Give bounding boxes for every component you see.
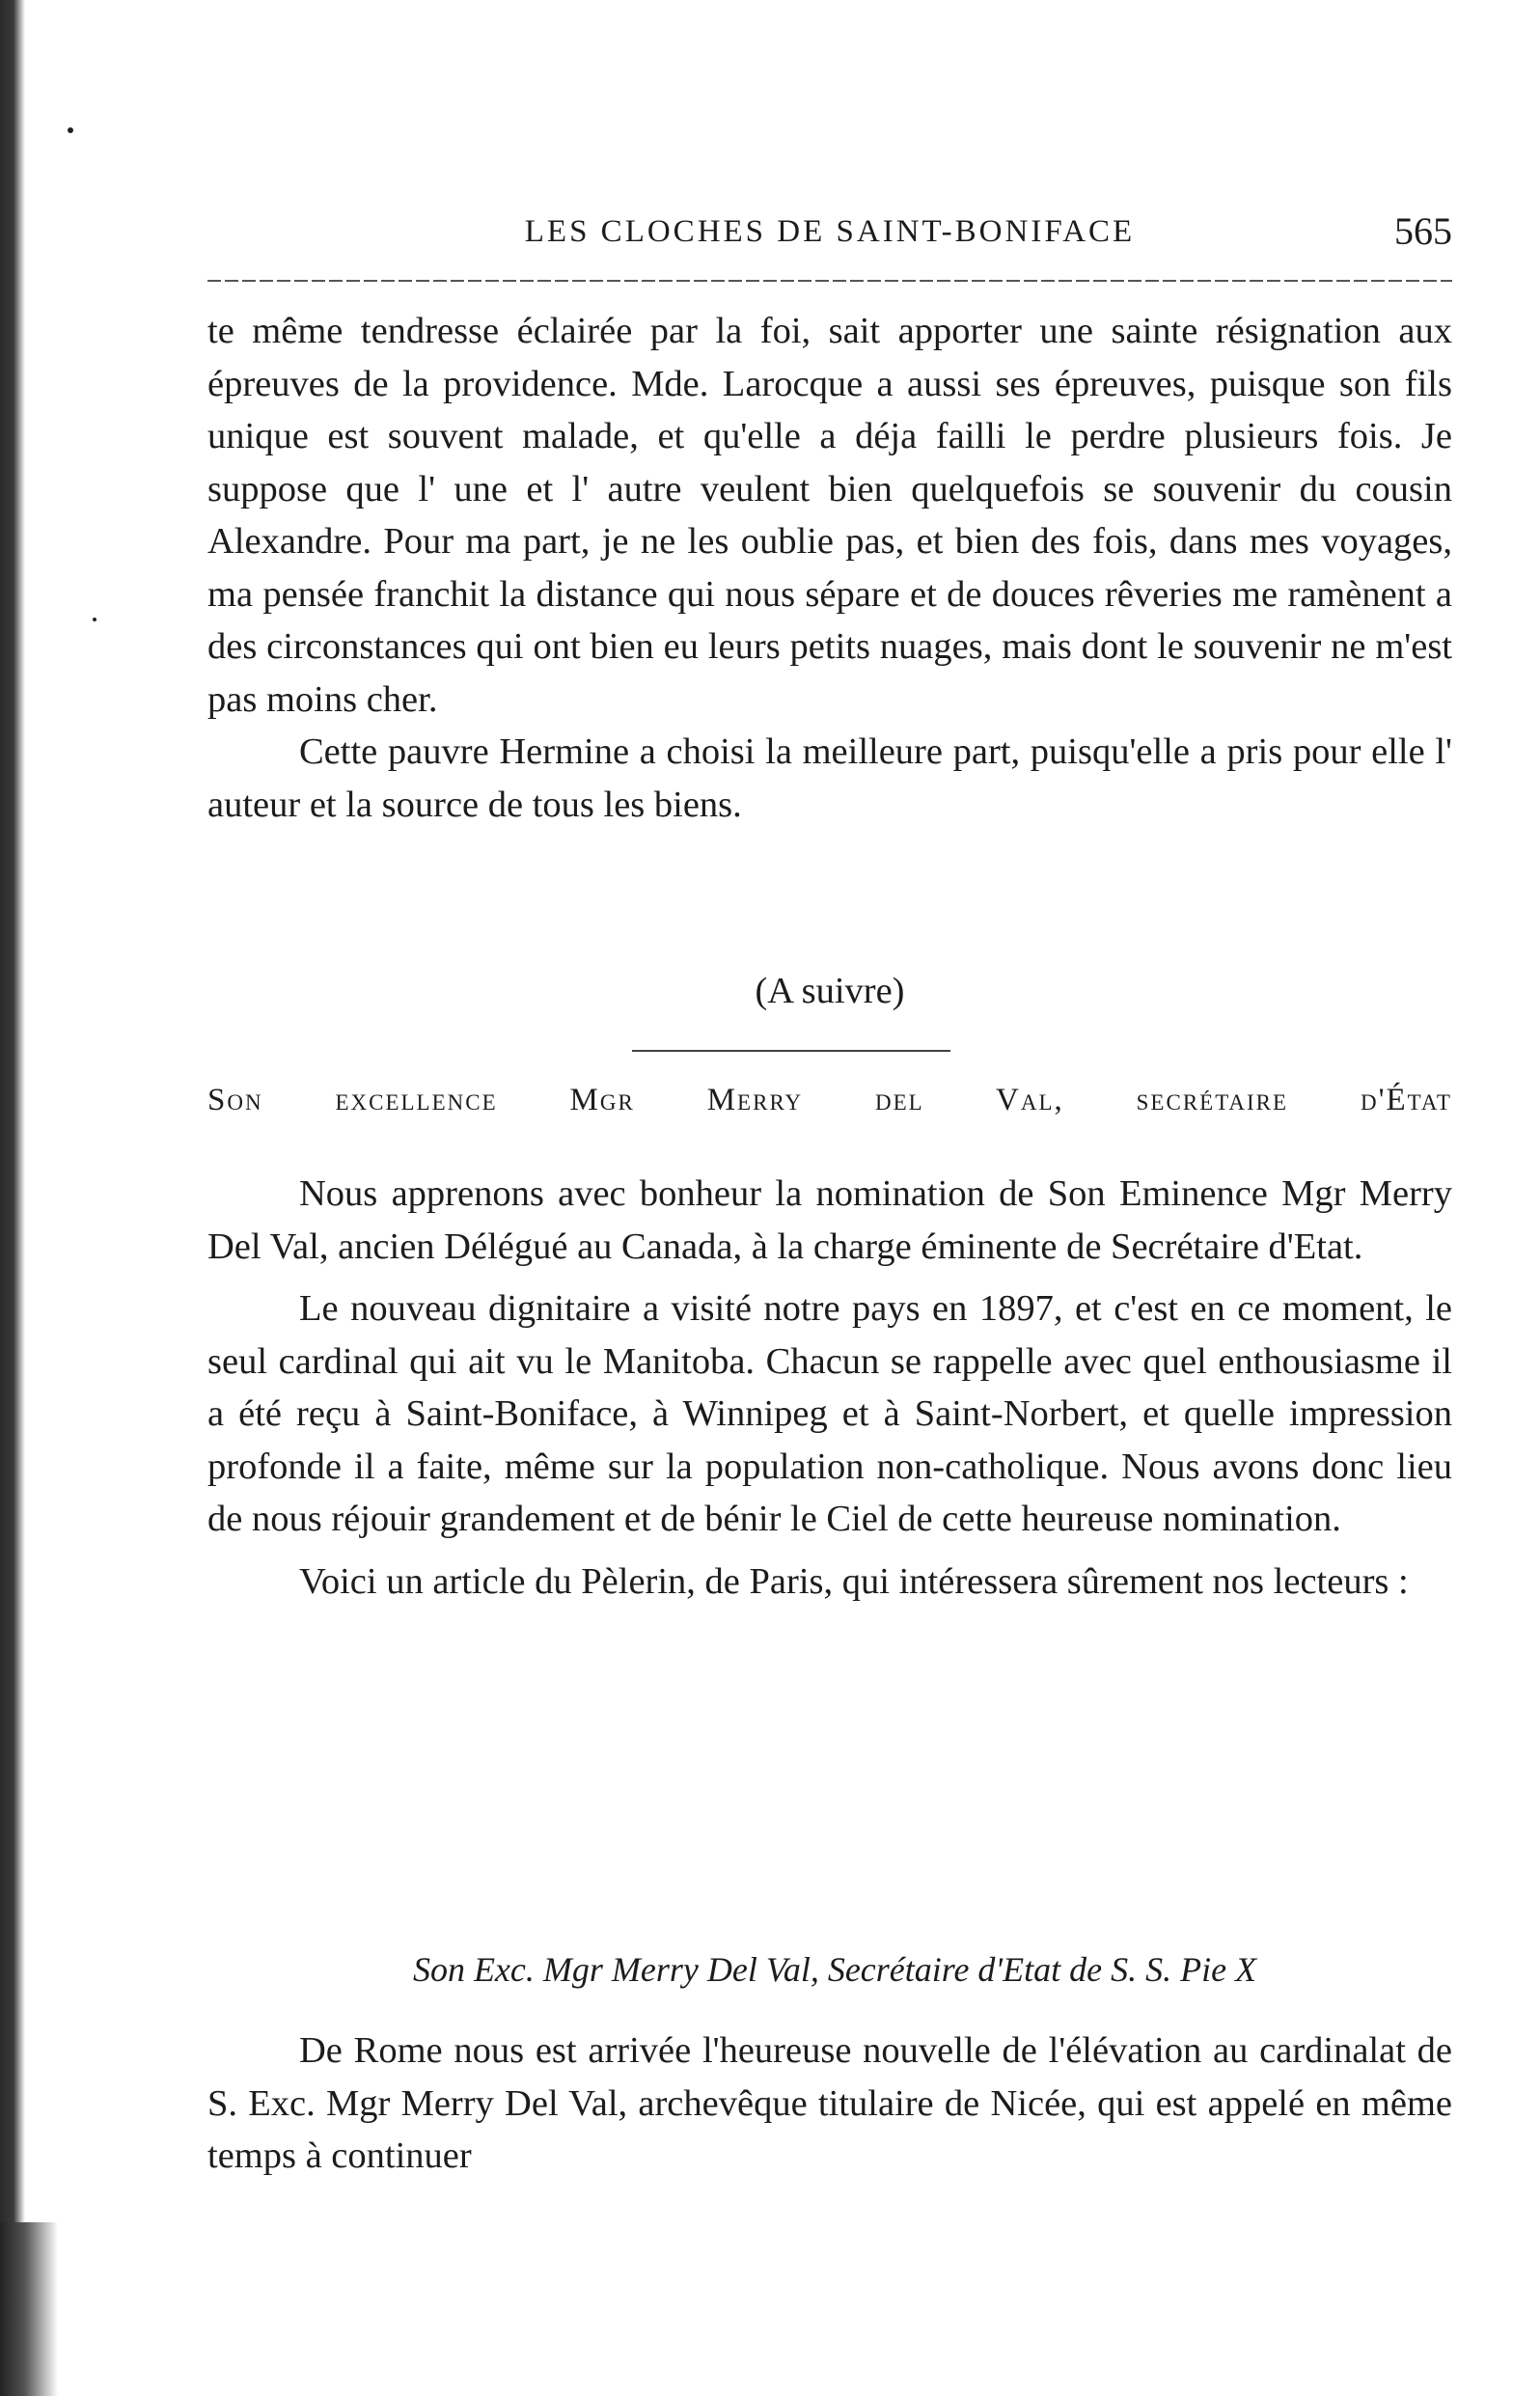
section-divider — [632, 1050, 950, 1052]
article-subheading: Son Exc. Mgr Merry Del Val, Secrétaire d'Etat de S. S. Pie X — [412, 1950, 1257, 1989]
paragraph: Cette pauvre Hermine a choisi la meilleure part, puisqu'elle a pris pour elle l' auteur et la source de tous les biens. — [207, 731, 1452, 825]
running-head — [207, 209, 1452, 262]
header-rule — [207, 280, 1452, 282]
paragraph: Le nouveau dignitaire a visité notre pays en 1897, et c'est en ce moment, le seul cardinal qui ait vu le Manitoba. Chacun se rappelle avec quel enthousiasme il a été reçu à Saint-Boniface, à Winnipeg et à Saint-Norbert, et quelle impression profonde il a faite, même sur la population non-catholique. Nous avons donc lieu de nous réjouir grandement et de bénir le Ciel de cette heureuse nomination. — [207, 1288, 1452, 1539]
running-title: LES CLOCHES DE SAINT-BONIFACE — [524, 214, 1136, 249]
to-be-continued: (A suivre) — [755, 971, 905, 1011]
article-heading: Son excellence Mgr Merry del Val, secrétaire d'État — [207, 1083, 1452, 1117]
paragraph: Voici un article du Pèlerin, de Paris, qui intéressera sûrement nos lecteurs : — [299, 1560, 1409, 1602]
scan-speck — [93, 618, 96, 621]
paragraph: Nous apprenons avec bonheur la nomination de Son Eminence Mgr Merry Del Val, ancien Délégué au Canada, à la charge éminente de Secrétaire d'Etat. — [207, 1173, 1452, 1267]
page-binding-edge — [0, 0, 25, 2396]
article-body — [207, 1168, 1452, 1608]
page-corner-shadow — [0, 2222, 58, 2396]
scan-speck — [68, 127, 73, 133]
paragraph: te même tendresse éclairée par la foi, sait apporter une sainte résignation aux épreuves de la providence. Mde. Larocque a aussi ses épreuves, puisque son fils unique est souvent malade, et qu'elle a déja failli le perdre plusieurs fois. Je suppose que l' une et l' autre veulent bien quelquefois se souvenir du cousin Alexandre. Pour ma part, je ne les oublie pas, et bien des fois, dans mes voyages, ma pensée franchit la distance qui nous sépare et de douces rêveries me ramènent a des circonstances qui ont bien eu leurs petits nuages, mais dont le souvenir ne m'est pas moins cher. — [207, 311, 1452, 720]
paragraph: De Rome nous est arrivée l'heureuse nouvelle de l'élévation au cardinalat de S. Exc. Mgr Merry Del Val, archevêque titulaire de Nicée, qui est appelé en même temps à continuer — [207, 2030, 1452, 2176]
article-continuation — [207, 2024, 1452, 2183]
page-number: 565 — [1394, 209, 1452, 253]
continued-text — [207, 305, 1452, 831]
